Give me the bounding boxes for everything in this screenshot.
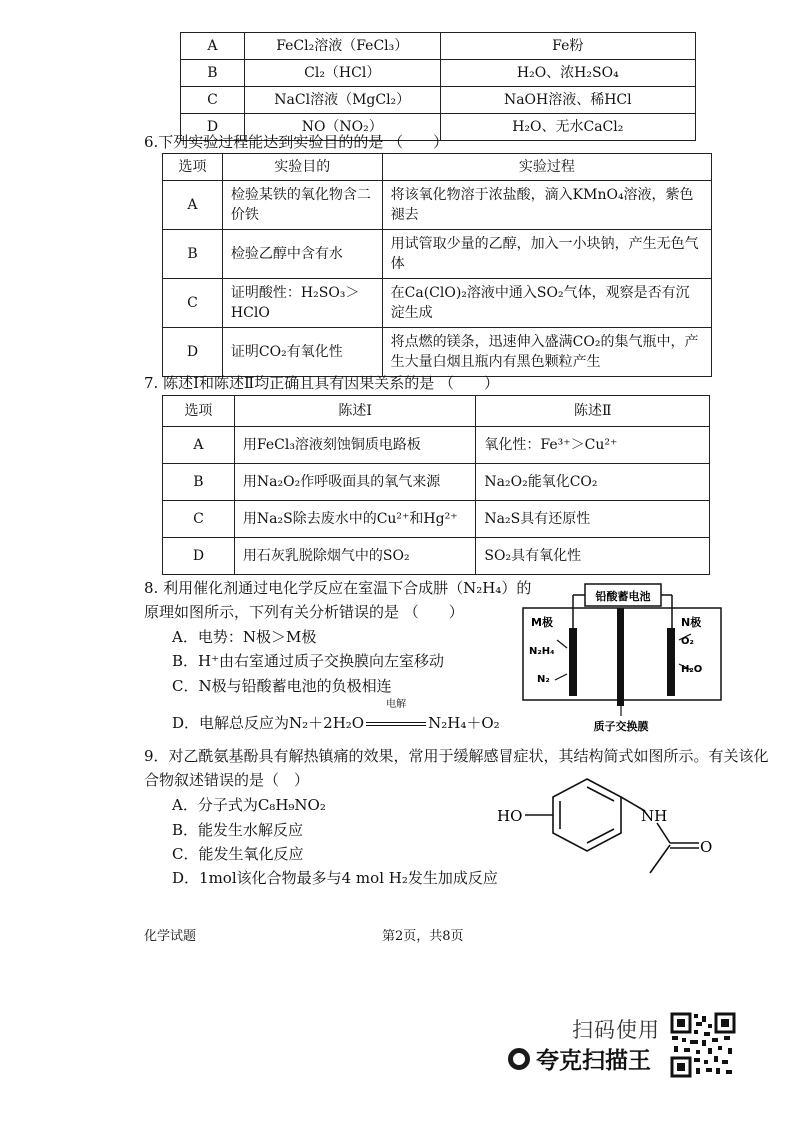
footer-page: 第2页，共8页 xyxy=(382,929,464,944)
q5-table-row xyxy=(181,60,696,87)
n2-label: N₂ xyxy=(537,674,550,685)
q5-table-row xyxy=(181,33,696,60)
q6-table-row xyxy=(163,328,712,377)
q6-header-process: 实验过程 xyxy=(382,154,711,181)
scanner-brand-name: 夸克扫描王 xyxy=(536,1048,651,1074)
acetaminophen-structure xyxy=(495,775,725,880)
q6-table-cell: 在Ca(ClO)₂溶液中通入SO₂气体，观察是否有沉淀生成 xyxy=(382,279,711,328)
q7-table-row xyxy=(163,464,710,501)
q5-table-cell: NaCl溶液（MgCl₂） xyxy=(244,87,440,114)
q6-table-cell: 证明CO₂有氧化性 xyxy=(222,328,382,377)
carbonyl-o-label: O xyxy=(700,838,713,856)
q6-table-cell: 检验某铁的氧化物含二价铁 xyxy=(222,181,382,230)
q5-table-cell: Fe粉 xyxy=(440,33,695,60)
q5-table-cell: C xyxy=(181,87,245,114)
q6-table-row xyxy=(163,279,712,328)
q7-table-cell: SO₂具有氧化性 xyxy=(476,538,710,575)
q7-table-row xyxy=(163,427,710,464)
q7-stem: 7. 陈述Ⅰ和陈述Ⅱ均正确且具有因果关系的是 （ ） xyxy=(144,374,499,392)
q6-table-cell: 将点燃的镁条，迅速伸入盛满CO₂的集气瓶中，产生大量白烟且瓶内有黑色颗粒产生 xyxy=(382,328,711,377)
q7-table xyxy=(162,395,710,575)
q5-table-cell: FeCl₂溶液（FeCl₃） xyxy=(244,33,440,60)
q8-stem-line1: 8. 利用催化剂通过电化学反应在室温下合成肼（N₂H₄）的 xyxy=(144,579,532,597)
m-pole-label: M极 xyxy=(531,616,553,629)
h2o-label: H₂O xyxy=(681,664,703,675)
q6-table-cell: B xyxy=(163,230,223,279)
qr-code-icon xyxy=(670,1012,736,1078)
q7-table-cell: 用Na₂S除去废水中的Cu²⁺和Hg²⁺ xyxy=(234,501,476,538)
q6-table-cell: 证明酸性：H₂SO₃＞HClO xyxy=(222,279,382,328)
q5-table-cell: B xyxy=(181,60,245,87)
q6-table-cell: D xyxy=(163,328,223,377)
q5-table-cell: D xyxy=(181,114,245,141)
q6-header-option: 选项 xyxy=(163,154,223,181)
q8-option-d xyxy=(172,699,500,734)
q9-option-c: C．能发生氧化反应 xyxy=(172,845,304,863)
membrane-label: 质子交换膜 xyxy=(593,720,649,733)
m-electrode xyxy=(569,628,577,696)
q5-table-cell: NaOH溶液、稀HCl xyxy=(440,87,695,114)
q9-stem-line2: 合物叙述错误的是（ ） xyxy=(144,771,310,789)
q9-stem-line1: 9．对乙酰氨基酚具有解热镇痛的效果，常用于缓解感冒症状，其结构简式如图所示。有关该化 xyxy=(144,747,769,765)
q7-table-cell: D xyxy=(163,538,235,575)
q6-table-row xyxy=(163,230,712,279)
q8-option-b: B．H⁺由右室通过质子交换膜向左室移动 xyxy=(172,652,445,670)
footer-subject: 化学试题 xyxy=(144,929,197,944)
q7-table-cell: Na₂S具有还原性 xyxy=(476,501,710,538)
q8-option-d-reactants: D．电解总反应为N₂＋2H₂O xyxy=(172,714,365,732)
q5-table-cell: Cl₂（HCl） xyxy=(244,60,440,87)
proton-exchange-membrane xyxy=(617,608,624,706)
n-pole-label: N极 xyxy=(681,616,702,629)
q8-option-c: C．N极与铅酸蓄电池的负极相连 xyxy=(172,677,392,695)
q7-table-cell: 用Na₂O₂作呼吸面具的氧气来源 xyxy=(234,464,476,501)
q9-option-d: D．1mol该化合物最多与4 mol H₂发生加成反应 xyxy=(172,869,498,887)
scanner-logo-icon xyxy=(508,1048,530,1070)
q5-table-cell: H₂O、无水CaCl₂ xyxy=(440,114,695,141)
q7-table-cell: C xyxy=(163,501,235,538)
n2h4-label: N₂H₄ xyxy=(529,646,555,657)
scanner-slogan: 扫码使用 xyxy=(572,1018,660,1042)
q8-stem-line2: 原理如图所示，下列有关分析错误的是 （ ） xyxy=(144,603,464,621)
q6-table xyxy=(162,153,712,377)
benzene-ring xyxy=(553,779,621,851)
q7-table-cell: B xyxy=(163,464,235,501)
q9-option-a: A．分子式为C₈H₉NO₂ xyxy=(172,796,326,814)
q7-table-row xyxy=(163,501,710,538)
n-electrode xyxy=(667,628,675,696)
electrolysis-condition: 电解 xyxy=(386,699,407,710)
q6-header-purpose: 实验目的 xyxy=(222,154,382,181)
q6-stem: 6.下列实验过程能达到实验目的的是 （ ） xyxy=(144,133,449,151)
o2-label: O₂ xyxy=(681,636,694,647)
q7-header-option: 选项 xyxy=(163,396,235,427)
q6-table-cell: 将该氧化物溶于浓盐酸，滴入KMnO₄溶液，紫色褪去 xyxy=(382,181,711,230)
q7-table-cell: 用FeCl₃溶液刻蚀铜质电路板 xyxy=(234,427,476,464)
q5-table-cell: NO（NO₂） xyxy=(244,114,440,141)
q6-table-row xyxy=(163,181,712,230)
q5-option-table xyxy=(180,32,696,141)
q8-option-d-products: N₂H₄＋O₂ xyxy=(428,714,500,732)
electrolysis-arrow xyxy=(364,699,428,734)
q6-table-cell: 检验乙醇中含有水 xyxy=(222,230,382,279)
q7-table-cell: A xyxy=(163,427,235,464)
q5-table-cell: A xyxy=(181,33,245,60)
q9-option-b: B．能发生水解反应 xyxy=(172,821,304,839)
electrolysis-cell-diagram xyxy=(515,578,730,738)
q7-header-statement-1: 陈述Ⅰ xyxy=(234,396,476,427)
battery-label: 铅酸蓄电池 xyxy=(595,590,651,603)
q7-table-row xyxy=(163,538,710,575)
q6-table-cell: C xyxy=(163,279,223,328)
q6-table-cell: A xyxy=(163,181,223,230)
q5-table-row xyxy=(181,87,696,114)
hydroxyl-label: HO xyxy=(497,807,523,825)
q7-header-statement-2: 陈述Ⅱ xyxy=(476,396,710,427)
q5-table-cell: H₂O、浓H₂SO₄ xyxy=(440,60,695,87)
amide-nh-label: NH xyxy=(641,807,668,825)
scanner-brand xyxy=(508,1042,651,1075)
q7-table-cell: 用石灰乳脱除烟气中的SO₂ xyxy=(234,538,476,575)
q8-option-a: A．电势：N极＞M极 xyxy=(172,628,317,646)
q7-table-cell: 氧化性：Fe³⁺＞Cu²⁺ xyxy=(476,427,710,464)
q7-table-cell: Na₂O₂能氧化CO₂ xyxy=(476,464,710,501)
q6-table-cell: 用试管取少量的乙醇，加入一小块钠，产生无色气体 xyxy=(382,230,711,279)
